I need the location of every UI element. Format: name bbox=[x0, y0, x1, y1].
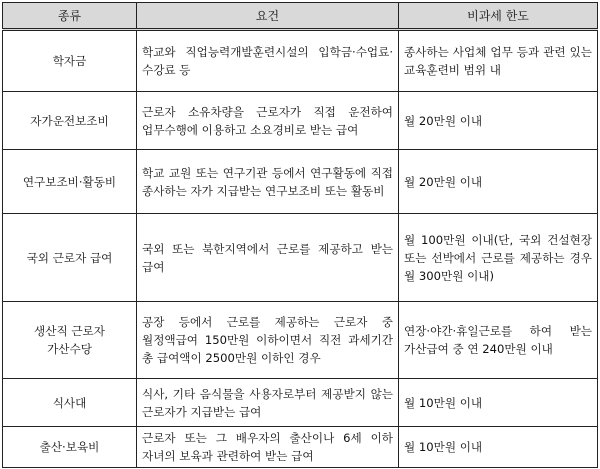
header-kind: 종류 bbox=[3, 3, 137, 30]
table-row bbox=[3, 379, 598, 427]
tax-exempt-table-container bbox=[2, 2, 597, 465]
table-row bbox=[3, 30, 598, 92]
row-kind-text: 학자금 bbox=[52, 54, 87, 68]
row-kind bbox=[3, 30, 137, 92]
table-header-row bbox=[3, 3, 598, 30]
row-kind-line: 생산직 근로자 bbox=[34, 324, 105, 338]
row-limit: 월 20만원 이내 bbox=[399, 92, 598, 150]
row-limit: 월 20만원 이내 bbox=[399, 150, 598, 214]
row-requirement: 학교 교원 또는 연구기관 등에서 연구활동에 직접 종사하는 자가 지급받는 연구보조비 또는 활동비 bbox=[137, 150, 399, 214]
row-requirement: 근로자 소유차량을 근로자가 직접 운전하여 업무수행에 이용하고 소요경비로 받는 급여 bbox=[137, 92, 399, 150]
row-limit: 월 10만원 이내 bbox=[399, 379, 598, 427]
row-limit: 연장·야간·휴일근로를 하여 받는 가산급여 중 연 240만원 이내 bbox=[399, 302, 598, 379]
row-kind-text: 식사대 bbox=[52, 395, 87, 410]
row-limit: 종사하는 사업체 업무 등과 관련 있는 교육훈련비 범위 내 bbox=[399, 30, 598, 92]
header-requirement: 요건 bbox=[137, 3, 399, 30]
row-kind-line: 가산수당 bbox=[47, 342, 92, 356]
row-requirement: 근로자 또는 그 배우자의 출산이나 6세 이하 자녀의 보육과 관련하여 받는 급여 bbox=[137, 427, 399, 468]
table-row bbox=[3, 92, 598, 150]
row-limit: 월 10만원 이내 bbox=[399, 427, 598, 468]
header-limit: 비과세 한도 bbox=[399, 3, 598, 30]
row-kind bbox=[3, 427, 137, 468]
tax-exempt-income-table bbox=[2, 2, 598, 468]
row-requirement: 식사, 기타 음식물을 사용자로부터 제공받지 않는 근로자가 지급받는 급여 bbox=[137, 379, 399, 427]
table-row bbox=[3, 427, 598, 468]
row-requirement: 공장 등에서 근로를 제공하는 근로자 중 월정액급여 150만원 이하이면서 직전 과세기간 총 급여액이 2500만원 이하인 경우 bbox=[137, 302, 399, 379]
table-row bbox=[3, 214, 598, 302]
row-kind bbox=[3, 214, 137, 302]
row-requirement: 국외 또는 북한지역에서 근로를 제공하고 받는 급여 bbox=[137, 214, 399, 302]
row-kind bbox=[3, 150, 137, 214]
row-kind-text: 출산·보육비 bbox=[39, 440, 100, 454]
row-kind-text: 연구보조비·활동비 bbox=[22, 174, 117, 189]
row-kind bbox=[3, 92, 137, 150]
table-row bbox=[3, 150, 598, 214]
row-limit: 월 100만원 이내(단, 국외 건설현장 또는 선박에서 근로를 제공하는 경우 월 300만원 이내) bbox=[399, 214, 598, 302]
row-requirement: 학교와 직업능력개발훈련시설의 입학금·수업료·수강료 등 bbox=[137, 30, 399, 92]
row-kind bbox=[3, 302, 137, 379]
table-row bbox=[3, 302, 598, 379]
row-kind bbox=[3, 379, 137, 427]
row-kind-text: 자가운전보조비 bbox=[30, 113, 109, 128]
row-kind-text: 국외 근로자 급여 bbox=[26, 250, 113, 265]
